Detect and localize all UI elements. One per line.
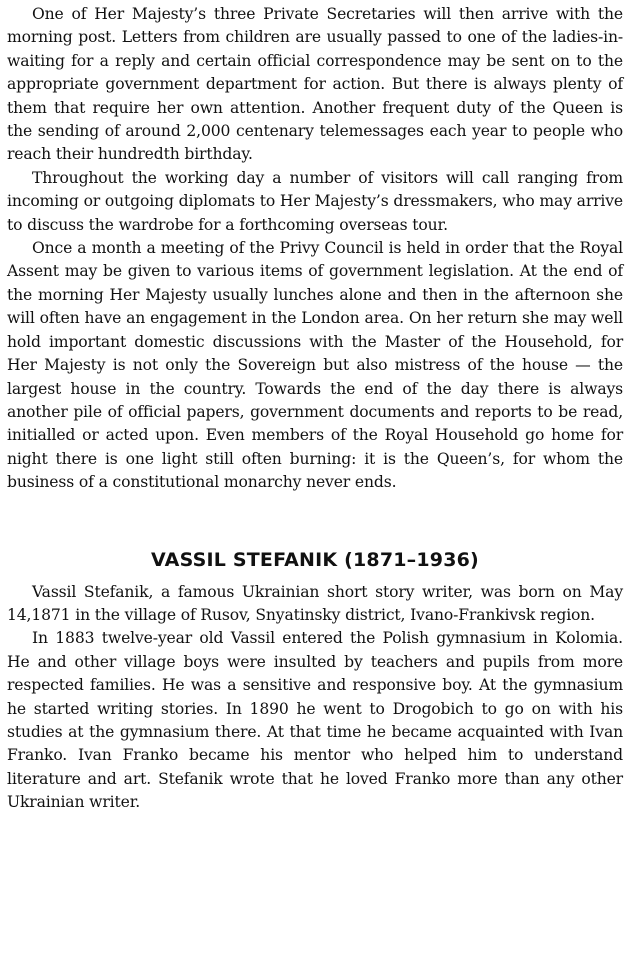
paragraph-privy-council: Once a month a meeting of the Privy Council is held in order that the Royal Assent may be given to various items of government legislation. At the end of the morning Her Majesty usually lunches alone and then in the afternoon she will often have an engagement in the London area. On her return she may well hold important domestic discussions with the Master of the Household, for Her Majesty is not only the Sovereign but also mistress of the house — the largest house in the country. Towards the end of the day there is always another pile of official papers, government documents and reports to be read, initialled or acted upon. Even members of the Royal Household go home for night there is one light still often burning: it is the Queen’s, for whom the business of a constitutional monarchy never ends. [7, 239, 623, 492]
queen-section [7, 3, 623, 495]
section-spacer [7, 495, 623, 547]
paragraph-gymnasium: In 1883 twelve-year old Vassil entered the Polish gymnasium in Kolomia. He and other village boys were insulted by teachers and pupils from more respected families. He was a sensitive and responsive boy. At the gymnasium he started writing stories. In 1890 he went to Drogobich to go on with his studies at the gymnasium there. At that time he became acquainted with Ivan Franko. Ivan Franko became his mentor who helped him to understand literature and art. Stefanik wrote that he loved Franko more than any other Ukrainian writer. [7, 629, 623, 812]
stefanik-section [7, 547, 623, 815]
paragraph-visitors: Throughout the working day a number of visitors will call ranging from incoming or outgoing diplomats to Her Majesty’s dressmakers, who may arrive to discuss the wardrobe for a forthcoming overseas tour. [7, 168, 623, 234]
paragraph-birth: Vassil Stefanik, a famous Ukrainian short story writer, was born on May 14,1871 in the village of Rusov, Snyatinsky district, Ivano-Frankivsk region. [7, 582, 623, 624]
section-heading: VASSIL STEFANIK (1871–1936) [151, 548, 479, 571]
document-page [7, 3, 623, 815]
paragraph-private-secretaries: One of Her Majesty’s three Private Secretaries will then arrive with the morning post. Letters from children are usually passed to one of the ladies-in-waiting for a reply and certain official correspondence may be sent on to the appropriate government department for action. But there is always plenty of them that require her own attention. Another frequent duty of the Queen is the sending of around 2,000 centenary telemessages each year to people who reach their hundredth birthday. [7, 5, 623, 164]
